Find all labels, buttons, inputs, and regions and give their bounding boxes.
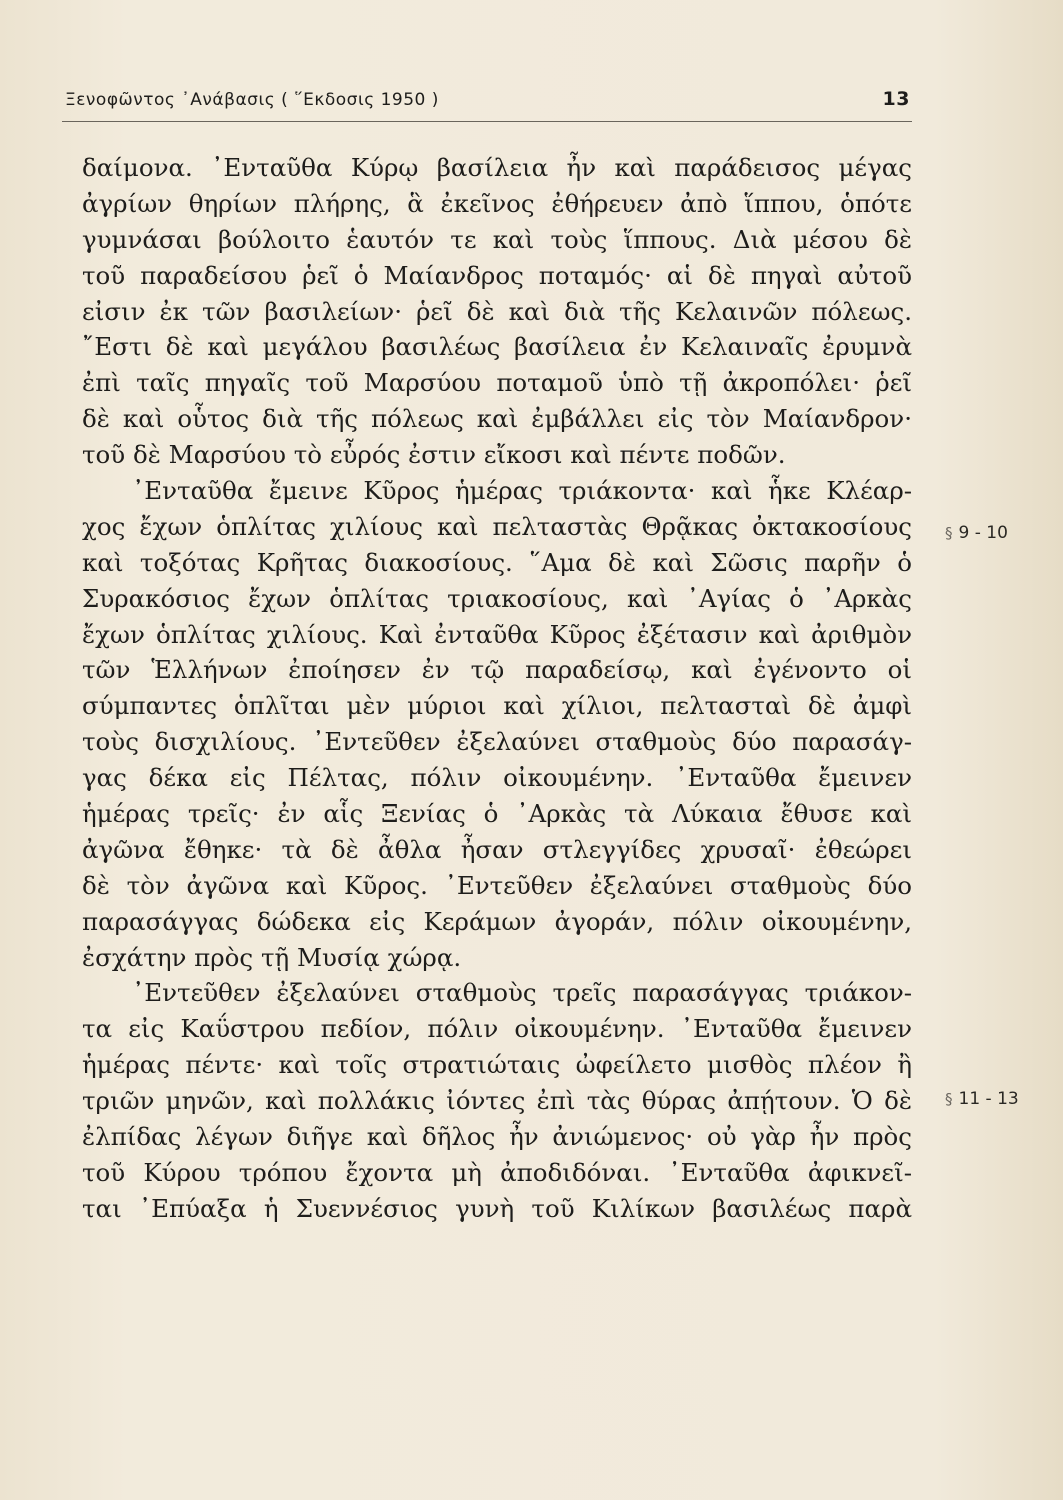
text-line: ἐσχάτην πρὸς τῇ Μυσίᾳ χώρᾳ. xyxy=(82,942,462,972)
running-header xyxy=(65,86,910,116)
text-line: τοῦ παραδείσου ῥεῖ ὁ Μαίανδρος ποταμός· αἱ δὲ πηγαὶ αὐτοῦ xyxy=(82,260,912,290)
main-text xyxy=(82,150,912,1227)
header-rule xyxy=(62,121,912,122)
text-line: παρασάγγας δώδεκα εἰς Κεράμων ἀγοράν, πόλιν οἰκουμένην, xyxy=(82,906,912,936)
text-line: ἐλπίδας λέγων διῆγε καὶ δῆλος ἦν ἀνιώμενος· οὐ γὰρ ἦν πρὸς xyxy=(82,1122,912,1152)
text-line: ἡμέρας τρεῖς· ἐν αἷς Ξενίας ὁ ᾿Αρκὰς τὰ Λύκαια ἔθυσε καὶ xyxy=(82,799,912,829)
section-symbol: § xyxy=(945,1090,953,1108)
text-line: τοῦ δὲ Μαρσύου τὸ εὖρός ἐστιν εἴκοσι καὶ πέντε ποδῶν. xyxy=(82,440,786,470)
text-line: δαίμονα. ᾿Ενταῦθα Κύρῳ βασίλεια ἦν καὶ παράδεισος μέγας xyxy=(82,153,912,182)
text-line: εἰσιν ἐκ τῶν βασιλείων· ῥεῖ δὲ καὶ διὰ τῆς Κελαινῶν πόλεως. xyxy=(82,296,912,326)
section-range: 9 - 10 xyxy=(958,523,1008,543)
text-line: ται ᾿Επύαξα ἡ Συεννέσιος γυνὴ τοῦ Κιλίκων βασιλέως παρὰ xyxy=(82,1193,912,1223)
section-symbol: § xyxy=(945,524,953,542)
text-line: δὲ καὶ οὗτος διὰ τῆς πόλεως καὶ ἐμβάλλει εἰς τὸν Μαίανδρον· xyxy=(82,404,912,434)
text-line: σύμπαντες ὁπλῖται μὲν μύριοι καὶ χίλιοι, πελτασταὶ δὲ ἀμφὶ xyxy=(82,691,912,721)
text-line: ᾿Ενταῦθα ἔμεινε Κῦρος ἡμέρας τριάκοντα· καὶ ἧκε Κλέαρ- xyxy=(132,476,912,506)
text-line: τριῶν μηνῶν, καὶ πολλάκις ἰόντες ἐπὶ τὰς θύρας ἀπῄτουν. Ὁ δὲ xyxy=(82,1086,912,1116)
text-line: δὲ τὸν ἀγῶνα καὶ Κῦρος. ᾿Εντεῦθεν ἐξελαύνει σταθμοὺς δύο xyxy=(82,870,912,900)
text-line: καὶ τοξότας Κρῆτας διακοσίους. ῞Αμα δὲ καὶ Σῶσις παρῆν ὁ xyxy=(82,547,912,577)
text-line: ἡμέρας πέντε· καὶ τοῖς στρατιώταις ὠφείλετο μισθὸς πλέον ἢ xyxy=(82,1050,912,1080)
margin-section-note xyxy=(945,523,1008,543)
text-line: χος ἔχων ὁπλίτας χιλίους καὶ πελταστὰς Θρᾷκας ὀκτακοσίους xyxy=(82,511,912,541)
text-line: ἐπὶ ταῖς πηγαῖς τοῦ Μαρσύου ποταμοῦ ὑπὸ τῇ ἀκροπόλει· ῥεῖ xyxy=(82,368,912,398)
text-line: ἀγῶνα ἔθηκε· τὰ δὲ ἆθλα ἦσαν στλεγγίδες χρυσαῖ· ἐθεώρει xyxy=(82,834,912,864)
text-line: Συρακόσιος ἔχων ὁπλίτας τριακοσίους, καὶ ᾿Αγίας ὁ ᾿Αρκὰς xyxy=(82,583,912,613)
text-line: ἔχων ὁπλίτας χιλίους. Καὶ ἐνταῦθα Κῦρος ἐξέτασιν καὶ ἀριθμὸν xyxy=(82,619,912,649)
text-line: τοῦ Κύρου τρόπου ἔχοντα μὴ ἀποδιδόναι. ᾿Ενταῦθα ἀφικνεῖ- xyxy=(82,1157,912,1187)
text-line: ᾿Εντεῦθεν ἐξελαύνει σταθμοὺς τρεῖς παρασάγγας τριάκον- xyxy=(132,978,912,1008)
text-line: γυμνάσαι βούλοιτο ἑαυτόν τε καὶ τοὺς ἵππους. Διὰ μέσου δὲ xyxy=(82,224,912,254)
text-line: τῶν Ἑλλήνων ἐποίησεν ἐν τῷ παραδείσῳ, καὶ ἐγένοντο οἱ xyxy=(82,655,912,685)
margin-section-note xyxy=(945,1089,1019,1109)
text-line: τοὺς δισχιλίους. ᾿Εντεῦθεν ἐξελαύνει σταθμοὺς δύο παρασάγ- xyxy=(82,727,912,757)
text-line: ἀγρίων θηρίων πλήρης, ἃ ἐκεῖνος ἐθήρευεν ἀπὸ ἵππου, ὁπότε xyxy=(82,188,912,218)
text-line: γας δέκα εἰς Πέλτας, πόλιν οἰκουμένην. ᾿Ενταῦθα ἔμεινεν xyxy=(82,763,912,793)
section-range: 11 - 13 xyxy=(958,1089,1019,1109)
header-title: Ξενοφῶντος ᾿Ανάβασις ( ῞Εκδοσις 1950 ) xyxy=(65,90,439,110)
text-line: ῎Εστι δὲ καὶ μεγάλου βασιλέως βασίλεια ἐν Κελαιναῖς ἐρυμνὰ xyxy=(82,332,912,362)
page-number: 13 xyxy=(882,88,910,110)
text-line: τα εἰς Καΰστρου πεδίον, πόλιν οἰκουμένην. ᾿Ενταῦθα ἔμεινεν xyxy=(82,1014,912,1044)
